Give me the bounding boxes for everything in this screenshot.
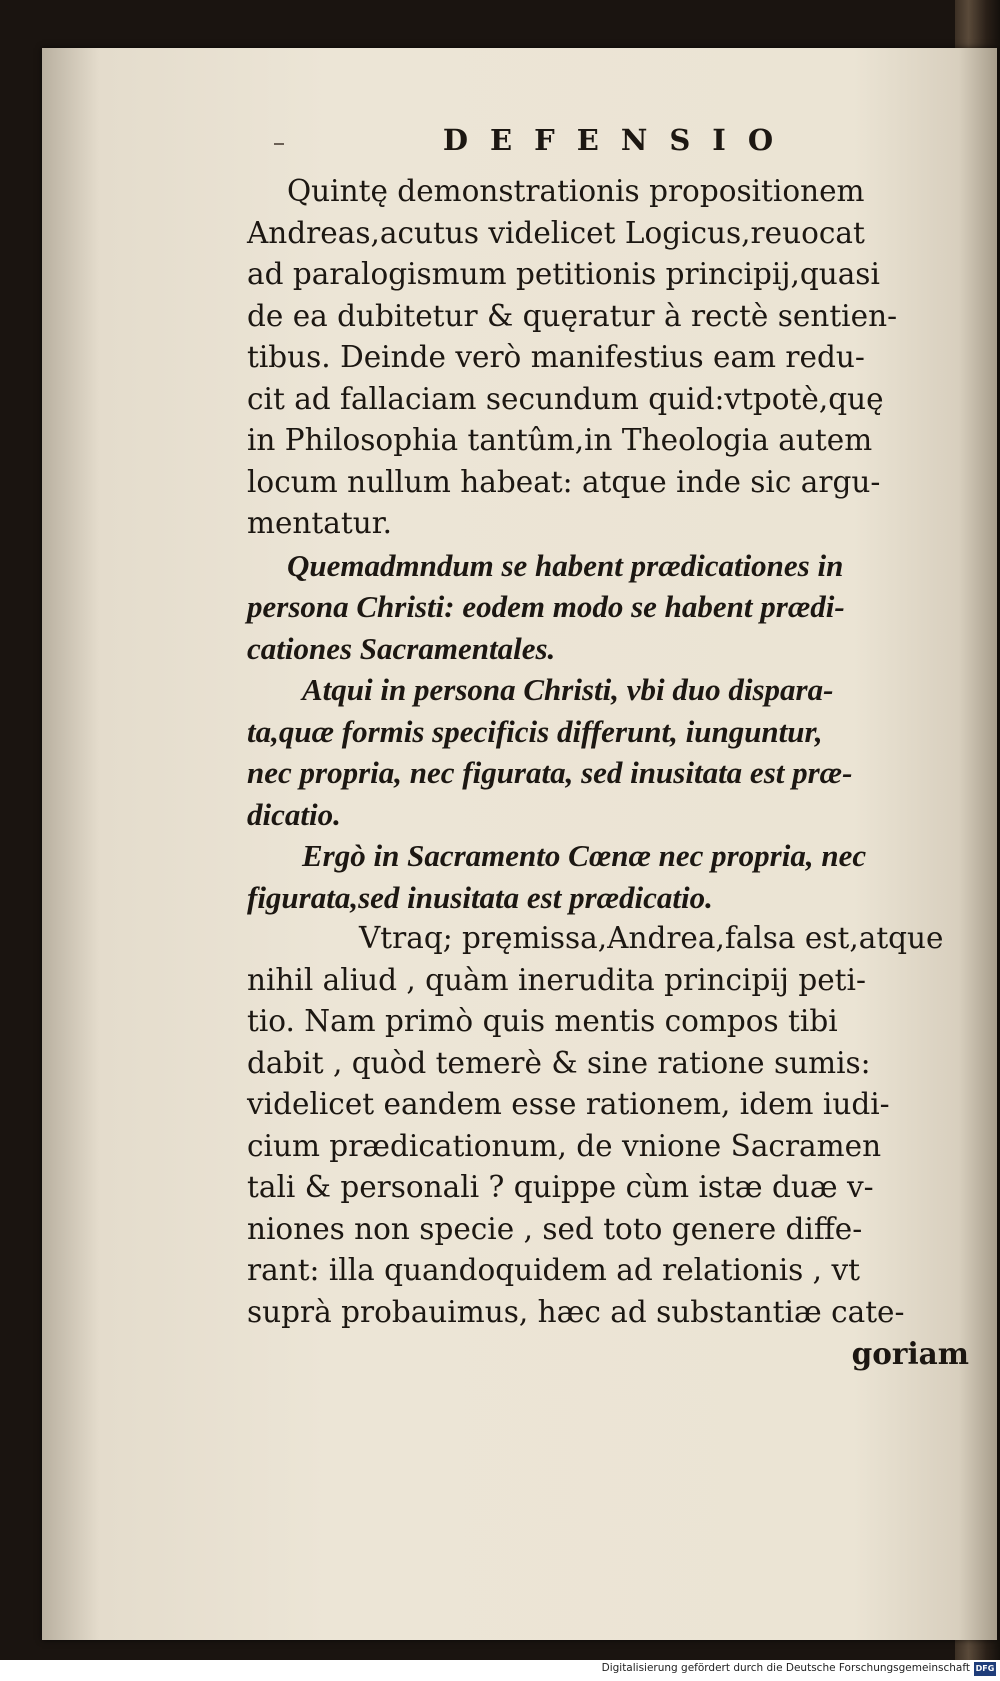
text-line: nihil aliud , quàm inerudita principij peti-: [247, 962, 866, 997]
italic-line: Ergò in Sacramento Cœnæ nec propria, nec: [302, 838, 867, 873]
italic-line: ta,quæ formis specificis differunt, iunguntur,: [247, 713, 823, 749]
text-line: dabit , quòd temerè & sine ratione sumis:: [247, 1045, 871, 1080]
text-line: locum nullum habeat: atque inde sic argu-: [247, 464, 881, 499]
running-header: DEFENSIO: [442, 123, 796, 157]
text-line: niones non specie , sed toto genere diffe-: [247, 1211, 863, 1246]
text-line: videlicet eandem esse rationem, idem iudi-: [247, 1087, 890, 1121]
text-line: mentatur.: [247, 506, 392, 540]
text-line: tibus. Deinde verò manifestius eam redu-: [247, 340, 865, 374]
page-text-block: [247, 123, 969, 1375]
footer-credit: Digitalisierung gefördert durch die Deutsche Forschungsgemeinschaft: [601, 1662, 970, 1674]
text-line: ad paralogismum petitionis principij,quasi: [247, 257, 880, 291]
italic-line: Quemadmndum se habent prædicationes in: [287, 547, 844, 583]
dfg-logo-icon: DFG: [974, 1662, 996, 1676]
text-line: in Philosophia tantûm,in Theologia autem: [247, 423, 873, 457]
text-line: Quintę demonstrationis propositionem: [287, 174, 865, 208]
italic-line: figurata,sed inusitata est prædicatio.: [247, 879, 713, 915]
italic-line: nec propria, nec figurata, sed inusitata est præ-: [247, 755, 853, 790]
text-line: cium prædicationum, de vnione Sacramen: [247, 1128, 882, 1163]
text-line: Vtraq; pręmissa,Andrea,falsa est,atque: [359, 921, 944, 955]
italic-line: dicatio.: [247, 796, 341, 832]
italic-line: cationes Sacramentales.: [247, 630, 556, 666]
text-line: Andreas,acutus videlicet Logicus,reuocat: [247, 215, 865, 250]
text-line: rant: illa quandoquidem ad relationis , vt: [247, 1253, 860, 1287]
italic-line: Atqui in persona Christi, vbi duo dispara-: [302, 672, 834, 707]
italic-line: persona Christi: eodem modo se habent prædi-: [247, 589, 845, 624]
text-line: tio. Nam primò quis mentis compos tibi: [247, 1004, 838, 1038]
text-line: cit ad fallaciam secundum quid:vtpotè,quę: [247, 381, 884, 416]
text-line: tali & personali ? quippe cùm istæ duæ v-: [247, 1170, 874, 1204]
catchword: goriam: [851, 1336, 969, 1371]
text-line: suprà probauimus, hæc ad substantiæ cate-: [247, 1294, 905, 1329]
book-page: [42, 48, 997, 1640]
text-line: de ea dubitetur & quęratur à rectè sentien-: [247, 298, 898, 333]
